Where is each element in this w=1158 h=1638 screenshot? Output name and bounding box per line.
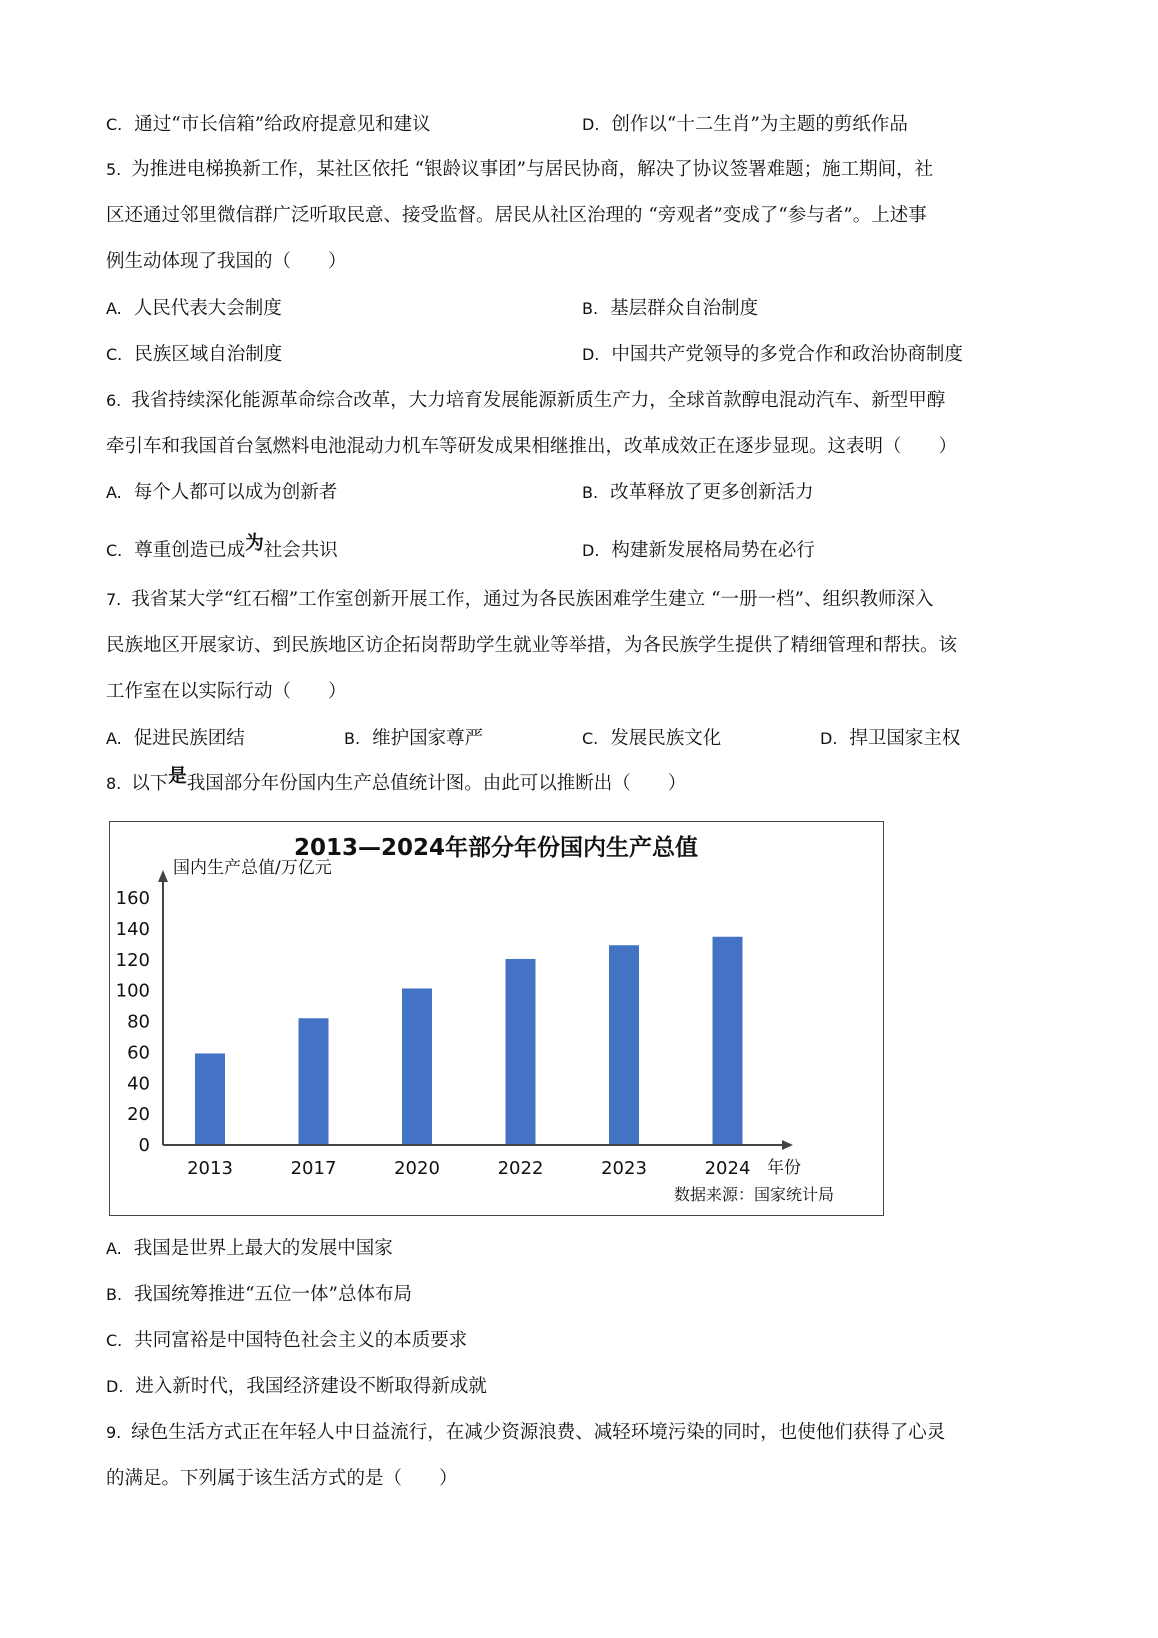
option-text: 促进民族团结 bbox=[133, 728, 245, 749]
q6-option-b[interactable] bbox=[582, 481, 814, 505]
stem-text: 为推进电梯换新工作，某社区依托 “银龄议事团”与居民协商，解决了协议签署难题；施工期间，社 bbox=[131, 159, 934, 180]
bar-2024 bbox=[713, 937, 743, 1145]
x-tick-label: 2023 bbox=[601, 1158, 647, 1179]
x-axis-label: 年份 bbox=[767, 1158, 801, 1178]
q5-option-d[interactable] bbox=[582, 343, 963, 367]
q6-option-c[interactable] bbox=[106, 533, 338, 563]
question-number: 6. bbox=[106, 391, 122, 410]
option-text: 捍卫国家主权 bbox=[849, 728, 961, 749]
y-tick-label: 60 bbox=[127, 1042, 150, 1064]
gdp-chart bbox=[109, 821, 884, 1216]
option-text: 我国是世界上最大的发展中国家 bbox=[133, 1238, 393, 1259]
option-label: A. bbox=[106, 483, 122, 502]
q6-stem-line-1 bbox=[106, 389, 945, 413]
q7-option-a[interactable] bbox=[106, 727, 245, 751]
bar-2017 bbox=[299, 1018, 329, 1145]
option-label: C. bbox=[582, 729, 599, 748]
q6-option-d[interactable] bbox=[582, 539, 815, 563]
option-text: 人民代表大会制度 bbox=[133, 298, 282, 319]
question-number: 9. bbox=[106, 1423, 122, 1442]
q7-stem-line-3: 工作室在以实际行动（ ） bbox=[106, 681, 347, 702]
y-tick-label: 40 bbox=[127, 1073, 150, 1095]
x-tick-label: 2024 bbox=[704, 1158, 751, 1179]
bar-2022 bbox=[506, 959, 536, 1145]
q8-option-b[interactable] bbox=[106, 1283, 412, 1307]
raised-char: 为 bbox=[245, 533, 264, 554]
option-label: B. bbox=[582, 483, 599, 502]
x-tick-label: 2022 bbox=[497, 1158, 544, 1179]
option-text: 基层群众自治制度 bbox=[610, 298, 759, 319]
option-text: 社会共识 bbox=[263, 540, 338, 561]
y-tick-label: 140 bbox=[115, 918, 150, 940]
option-text: 共同富裕是中国特色社会主义的本质要求 bbox=[134, 1330, 468, 1351]
q7-option-b[interactable] bbox=[344, 727, 483, 751]
q7-option-d[interactable] bbox=[820, 727, 960, 751]
y-tick-label: 160 bbox=[115, 888, 150, 909]
q9-stem-line-2: 的满足。下列属于该生活方式的是（ ） bbox=[106, 1468, 458, 1489]
option-label: D. bbox=[820, 729, 838, 748]
option-label: B. bbox=[344, 729, 361, 748]
q9-stem-line-1 bbox=[106, 1421, 945, 1445]
y-tick-label: 0 bbox=[138, 1135, 150, 1156]
option-label: B. bbox=[106, 1285, 123, 1304]
option-label: D. bbox=[582, 345, 600, 364]
option-text: 维护国家尊严 bbox=[372, 728, 484, 749]
y-axis-label: 国内生产总值/万亿元 bbox=[173, 858, 332, 878]
chart-title: 2013—2024年部分年份国内生产总值 bbox=[293, 835, 699, 861]
stem-text: 绿色生活方式正在年轻人中日益流行，在减少资源浪费、减轻环境污染的同时，也使他们获得了心灵 bbox=[131, 1422, 946, 1443]
option-label: D. bbox=[582, 541, 600, 560]
x-tick-label: 2020 bbox=[394, 1158, 440, 1179]
option-text: 每个人都可以成为创新者 bbox=[133, 482, 338, 503]
bar-2023 bbox=[609, 945, 639, 1145]
bar-2020 bbox=[402, 988, 432, 1145]
option-label: C. bbox=[106, 115, 123, 134]
option-text: 民族区域自治制度 bbox=[134, 344, 283, 365]
q5-option-c[interactable] bbox=[106, 343, 282, 367]
q5-stem-line-1 bbox=[106, 158, 933, 182]
q8-option-a[interactable] bbox=[106, 1237, 393, 1261]
y-tick-label: 80 bbox=[127, 1011, 150, 1033]
option-text: 进入新时代，我国经济建设不断取得新成就 bbox=[135, 1376, 487, 1397]
option-label: A. bbox=[106, 729, 122, 748]
x-tick-label: 2017 bbox=[290, 1158, 337, 1179]
q5-stem-line-2: 区还通过邻里微信群广泛听取民意、接受监督。居民从社区治理的 “旁观者”变成了“参与者”。上述事 bbox=[106, 205, 927, 226]
bars bbox=[195, 937, 743, 1145]
option-text: 通过“市长信箱”给政府提意见和建议 bbox=[134, 114, 431, 135]
question-number: 8. bbox=[106, 774, 122, 793]
q4-option-c[interactable] bbox=[106, 113, 431, 137]
y-axis-ticks bbox=[116, 888, 150, 1156]
option-label: C. bbox=[106, 541, 123, 560]
q7-stem-line-2: 民族地区开展家访、到民族地区访企拓岗帮助学生就业等举措，为各民族学生提供了精细管理和帮扶。该 bbox=[106, 635, 958, 656]
q6-option-a[interactable] bbox=[106, 481, 337, 505]
question-number: 7. bbox=[106, 590, 122, 609]
q5-stem-line-3: 例生动体现了我国的（ ） bbox=[106, 251, 347, 272]
q8-option-d[interactable] bbox=[106, 1375, 487, 1399]
option-label: D. bbox=[582, 115, 600, 134]
x-axis-arrow bbox=[782, 1140, 793, 1150]
q7-option-c[interactable] bbox=[582, 727, 721, 751]
option-text: 中国共产党领导的多党合作和政治协商制度 bbox=[611, 344, 963, 365]
y-axis-arrow bbox=[158, 870, 168, 882]
y-tick-label: 20 bbox=[127, 1104, 150, 1126]
q7-stem-line-1 bbox=[106, 588, 933, 612]
option-text: 构建新发展格局势在必行 bbox=[611, 540, 815, 561]
data-source: 数据来源：国家统计局 bbox=[673, 1185, 834, 1204]
q5-option-a[interactable] bbox=[106, 297, 282, 321]
stem-text: 我省某大学“红石榴”工作室创新开展工作，通过为各民族困难学生建立 “一册一档”、组织教师深入 bbox=[131, 589, 934, 610]
q8-stem-line-1 bbox=[106, 766, 687, 796]
option-label: B. bbox=[582, 299, 599, 318]
option-label: C. bbox=[106, 1331, 123, 1350]
stem-text: 我国部分年份国内生产总值统计图。由此可以推断出（ ） bbox=[186, 773, 687, 794]
x-tick-label: 2013 bbox=[187, 1158, 233, 1179]
x-axis-ticks bbox=[187, 1158, 750, 1179]
gdp-chart-svg bbox=[110, 822, 883, 1215]
option-text: 发展民族文化 bbox=[610, 728, 722, 749]
option-text: 尊重创造已成 bbox=[134, 540, 246, 561]
y-tick-label: 120 bbox=[115, 949, 150, 971]
option-label: A. bbox=[106, 299, 122, 318]
question-number: 5. bbox=[106, 160, 122, 179]
q5-option-b[interactable] bbox=[582, 297, 758, 321]
option-text: 改革释放了更多创新活力 bbox=[610, 482, 814, 503]
y-tick-label: 100 bbox=[115, 980, 150, 1002]
stem-text: 以下 bbox=[131, 773, 169, 794]
option-label: D. bbox=[106, 1377, 124, 1396]
q6-stem-line-2: 牵引车和我国首台氢燃料电池混动力机车等研发成果相继推出，改革成效正在逐步显现。这表明（ ） bbox=[106, 436, 958, 457]
q4-option-d[interactable] bbox=[582, 113, 908, 137]
option-text: 我国统筹推进“五位一体”总体布局 bbox=[134, 1284, 412, 1305]
option-label: A. bbox=[106, 1239, 122, 1258]
q8-option-c[interactable] bbox=[106, 1329, 467, 1353]
option-text: 创作以“十二生肖”为主题的剪纸作品 bbox=[611, 114, 908, 135]
bar-2013 bbox=[195, 1053, 225, 1145]
raised-char: 是 bbox=[168, 766, 187, 787]
option-label: C. bbox=[106, 345, 123, 364]
stem-text: 我省持续深化能源革命综合改革，大力培育发展能源新质生产力，全球首款醇电混动汽车、新型甲醇 bbox=[131, 390, 946, 411]
